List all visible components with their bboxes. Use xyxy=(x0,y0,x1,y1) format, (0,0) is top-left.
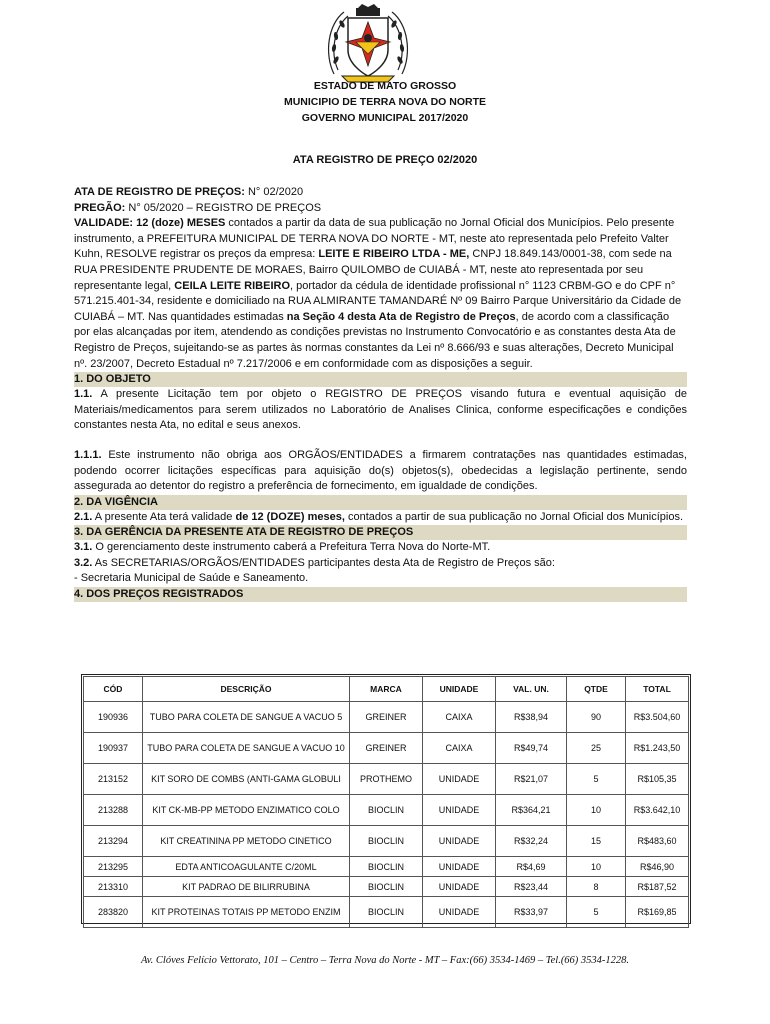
section-heading-gerencia: 3. DA GERÊNCIA DA PRESENTE ATA DE REGISTRO DE PREÇOS xyxy=(74,525,687,540)
table-row: 283820 KIT PROTEINAS TOTAIS PP METODO ENZIM BIOCLIN UNIDADE R$33,97 5 R$169,85 xyxy=(84,897,689,928)
section-heading-precos: 4. DOS PREÇOS REGISTRADOS xyxy=(74,587,687,602)
clause-3-2: 3.2. As SECRETARIAS/ORGÃOS/ENTIDADES participantes desta Ata de Registro de Preços são: xyxy=(74,556,555,569)
clause-1-1: 1.1. A presente Licitação tem por objeto o REGISTRO DE PREÇOS visando futura e eventual aquisição de Materiais/medicamentos para serem utilizados no Laboratório de Analises Clinica, conforme especificações e condições constantes nesta Ata, no edital e seus anexos. xyxy=(74,388,688,432)
intro-paragraph: VALIDADE: 12 (doze) MESES contados a partir da data de sua publicação no Jornal Oficial dos Municípios. Pelo presente instrumento, a PREFEITURA MUNICIPAL DE TERRA NOVA DO NORTE - MT, neste ato representada pelo Prefeito Valter Kuhn, RESOLVE registrar os preços da empresa: LEITE E RIBEIRO LTDA - ME, CNPJ 18.849.143/0001-38, com sede na RUA PRESIDENTE PRUDENTE DE MORAES, Bairro QUILOMBO de CUIABÁ - MT, neste ato representada por seu representante legal, CEILA LEITE RIBEIRO, portador da cédula de identidade profissional n° 1123 CRBM-GO e do CPF n° 571.215.401-34, residente e domiciliado na RUA ALMIRANTE TAMANDARÉ Nº 09 Bairro Parque Universitário da Cidade de CUIABÁ – MT. Nas quantidades estimadas na Seção 4 desta Ata de Registro de Preços, de acordo com a classificação por elas alcançadas por item, atendendo as condições previstas no Instrumento Convocatório e as constantes desta Ata de Registro de Preços, sujeitando-se as partes às normas constantes da Lei nº 8.666/93 e suas alterações, Decreto Municipal nº. 23/2007, Decreto Estadual nº 7.217/2006 e em conformidade com as disposições a seguir. xyxy=(74,217,682,370)
state-name: ESTADO DE MATO GROSSO xyxy=(313,80,457,92)
col-header-qtde: QTDE xyxy=(567,677,626,702)
col-header-unidade: UNIDADE xyxy=(423,677,496,702)
table-row: 213295 EDTA ANTICOAGULANTE C/20ML BIOCLIN UNIDADE R$4,69 10 R$46,90 xyxy=(84,857,689,877)
clause-2-1: 2.1. A presente Ata terá validade de 12 (DOZE) meses, contados a partir de sua publicação no Jornal Oficial dos Municípios. xyxy=(74,510,684,523)
participant-entity: - Secretaria Municipal de Saúde e Saneamento. xyxy=(74,572,309,585)
col-header-descricao: DESCRIÇÃO xyxy=(143,677,350,702)
table-row: 213152 KIT SORO DE COMBS (ANTI-GAMA GLOBULI PROTHEMO UNIDADE R$21,07 5 R$105,35 xyxy=(84,764,689,795)
col-header-cod: CÓD xyxy=(84,677,143,702)
section-heading-objeto: 1. DO OBJETO xyxy=(74,372,687,387)
municipality-name: MUNICIPIO DE TERRA NOVA DO NORTE xyxy=(283,96,487,108)
letterhead xyxy=(0,78,770,126)
government-term: GOVERNO MUNICIPAL 2017/2020 xyxy=(301,112,469,124)
clause-3-1: 3.1. O gerenciamento deste instrumento caberá a Prefeitura Terra Nova do Norte-MT. xyxy=(74,541,491,554)
col-header-total: TOTAL xyxy=(626,677,689,702)
document-title: ATA REGISTRO DE PREÇO 02/2020 xyxy=(292,154,478,166)
col-header-marca: MARCA xyxy=(350,677,423,702)
coat-of-arms-icon xyxy=(322,4,414,84)
pregao-line: PREGÃO: N° 05/2020 – REGISTRO DE PREÇOS xyxy=(74,201,322,214)
prices-table xyxy=(83,676,689,928)
footer-address: Av. Clóves Felício Vettorato, 101 – Centro – Terra Nova do Norte - MT – Fax:(66) 3534-1469 – Tel.(66) 3534-1228. xyxy=(140,955,630,966)
table-row: 213288 KIT CK-MB-PP METODO ENZIMATICO COLO BIOCLIN UNIDADE R$364,21 10 R$3.642,10 xyxy=(84,795,689,826)
document-body xyxy=(74,185,687,602)
table-row: 213294 KIT CREATININA PP METODO CINETICO BIOCLIN UNIDADE R$32,24 15 R$483,60 xyxy=(84,826,689,857)
ata-number-line: ATA DE REGISTRO DE PREÇOS: N° 02/2020 xyxy=(74,186,304,198)
section-heading-vigencia: 2. DA VIGÊNCIA xyxy=(74,495,687,510)
table-row: 190937 TUBO PARA COLETA DE SANGUE A VACUO 10 GREINER CAIXA R$49,74 25 R$1.243,50 xyxy=(84,733,689,764)
clause-1-1-1: 1.1.1. Este instrumento não obriga aos ORGÃOS/ENTIDADES a firmarem contratações nas quantidades estimadas, podendo ocorrer licitações específicas para aquisição do(s) objetos(s), obedecidas a legislação pertinente, sendo assegurada ao detentor do registro a preferência de fornecimento, em igualdade de condições. xyxy=(74,448,687,493)
table-row: 213310 KIT PADRAO DE BILIRRUBINA BIOCLIN UNIDADE R$23,44 8 R$187,52 xyxy=(84,877,689,897)
table-header-row xyxy=(84,677,689,702)
table-row: 190936 TUBO PARA COLETA DE SANGUE A VACUO 5 GREINER CAIXA R$38,94 90 R$3.504,60 xyxy=(84,702,689,733)
col-header-val-un: VAL. UN. xyxy=(496,677,567,702)
